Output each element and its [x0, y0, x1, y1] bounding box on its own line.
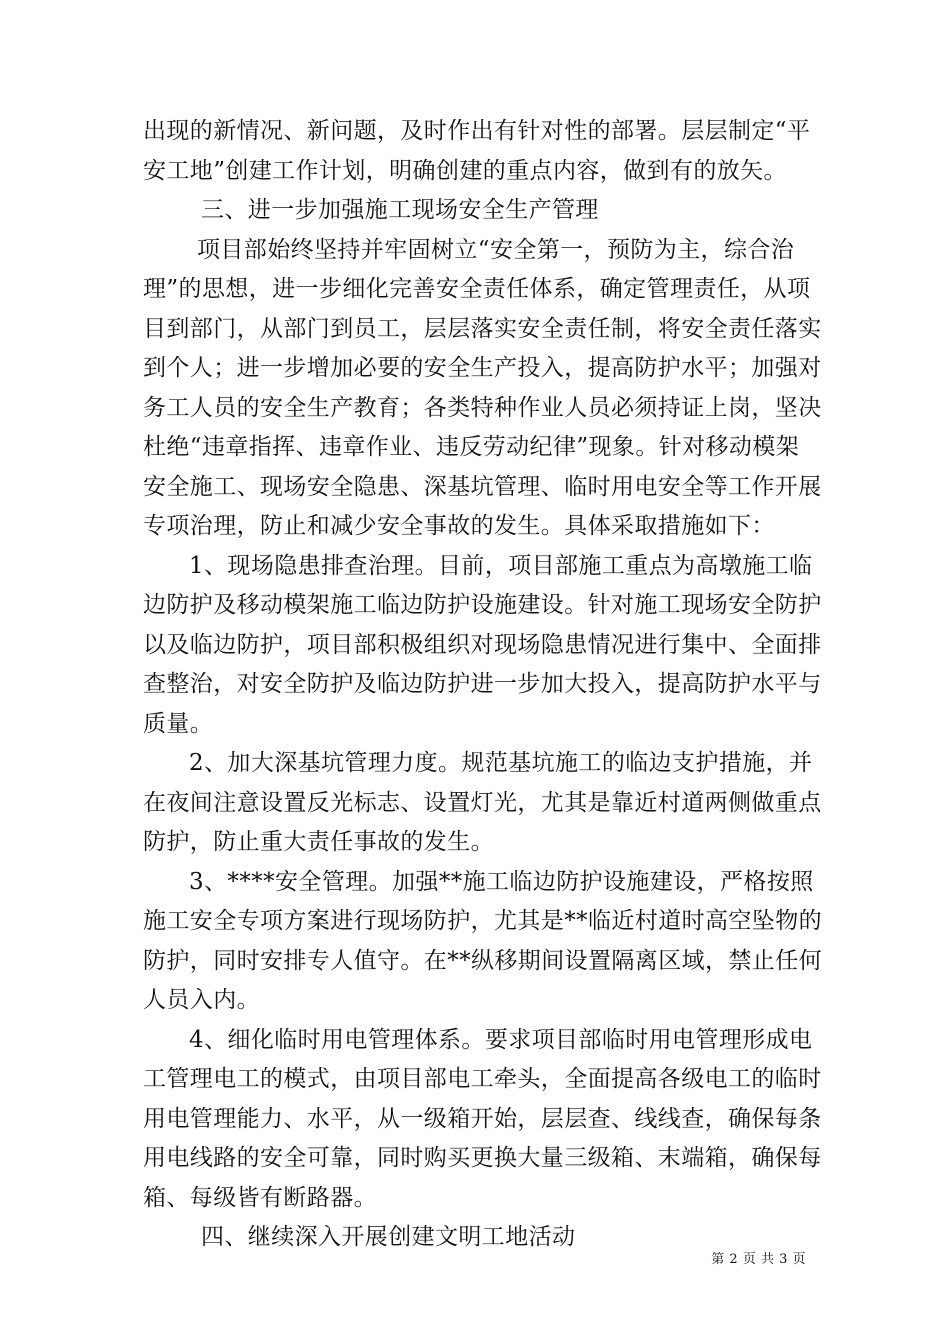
text-line: 箱、每级皆有断路器。: [143, 1184, 377, 1211]
text-line: 防护，同时安排专人值守。在**纵移期间设置隔离区域，禁止任何: [143, 947, 822, 974]
text-line: 四、继续深入开展创建文明工地活动: [201, 1224, 576, 1250]
paragraph-item-1: [143, 547, 822, 745]
text-line: 杜绝“违章指挥、违章作业、违反劳动纪律”现象。针对移动模架: [143, 434, 800, 460]
text-line: 用电管理能力、水平，从一级箱开始，层层查、线线查，确保每条: [143, 1105, 822, 1132]
document-body: [143, 112, 822, 1258]
text-line: 专项治理，防止和减少安全事故的发生。具体采取措施如下：: [143, 513, 775, 539]
text-line: 防护，防止重大责任事故的发生。: [143, 829, 494, 855]
page-number-footer: 第 2 页 共 3 页: [711, 1252, 806, 1267]
paragraph-item-4: [143, 1021, 822, 1219]
text-line: 以及临边防护，项目部积极组织对现场隐患情况进行集中、全面排: [143, 631, 822, 658]
text-line: 3、****安全管理。加强**施工临边防护设施建设，严格按照: [189, 868, 814, 895]
text-line: 在夜间注意设置反光标志、设置灯光，尤其是靠近村道两侧做重点: [143, 789, 822, 816]
text-line: 施工安全专项方案进行现场防护，尤其是**临近村道时高空坠物的: [143, 908, 822, 934]
paragraph-intro: [143, 112, 811, 191]
text-line: 项目部始终坚持并牢固树立“安全第一，预防为主，综合治: [197, 236, 795, 263]
text-line: 质量。: [143, 710, 214, 737]
text-line: 安工地”创建工作计划，明确创建的重点内容，做到有的放矢。: [143, 157, 787, 184]
text-line: 查整治，对安全防护及临边防护进一步加大投入，提高防护水平与: [143, 671, 822, 697]
text-line: 人员入内。: [143, 987, 260, 1013]
text-line: 安全施工、现场安全隐患、深基坑管理、临时用电安全等工作开展: [143, 473, 822, 500]
text-line: 1、现场隐患排查治理。目前，项目部施工重点为高墩施工临: [189, 552, 813, 579]
text-line: 务工人员的安全生产教育；各类特种作业人员必须持证上岗，坚决: [143, 394, 822, 421]
text-line: 三、进一步加强施工现场安全生产管理: [201, 197, 599, 223]
text-line: 工管理电工的模式，由项目部电工牵头，全面提高各级电工的临时: [143, 1066, 822, 1092]
text-line: 4、细化临时用电管理体系。要求项目部临时用电管理形成电: [189, 1026, 813, 1053]
paragraph-item-2: [143, 744, 822, 863]
text-line: 出现的新情况、新问题，及时作出有针对性的部署。层层制定“平: [143, 118, 811, 144]
text-line: 用电线路的安全可靠，同时购买更换大量三级箱、末端箱，确保每: [143, 1145, 822, 1171]
section-heading-3: [143, 191, 811, 231]
paragraph-safety-management: [143, 231, 822, 547]
text-line: 到个人；进一步增加必要的安全生产投入，提高防护水平；加强对: [143, 355, 822, 381]
paragraph-item-3: [143, 863, 822, 1021]
text-line: 目到部门，从部门到员工，层层落实安全责任制，将安全责任落实: [143, 315, 822, 342]
text-line: 边防护及移动模架施工临边防护设施建设。针对施工现场安全防护: [143, 592, 822, 618]
text-line: 2、加大深基坑管理力度。规范基坑施工的临边支护措施，并: [189, 750, 813, 776]
text-line: 理”的思想，进一步细化完善安全责任体系，确定管理责任，从项: [143, 276, 811, 302]
